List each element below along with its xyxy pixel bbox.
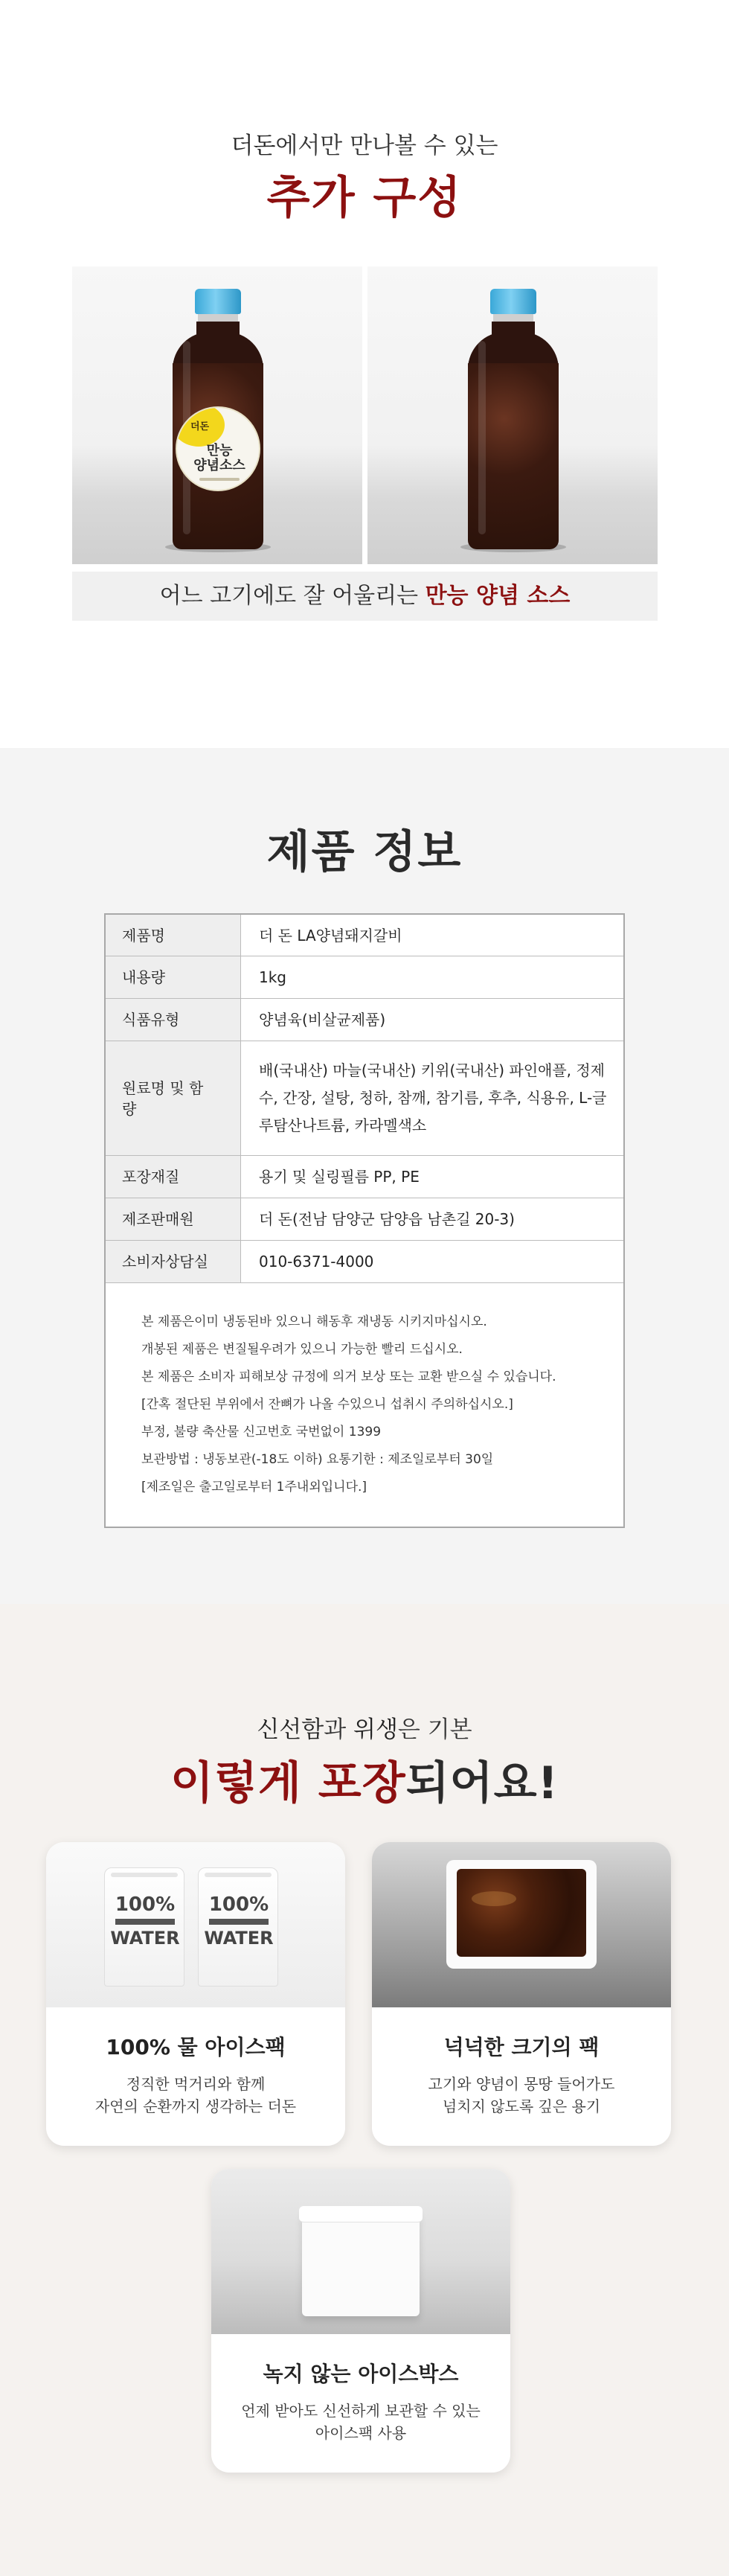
- row-value: 더 돈 LA양념돼지갈비: [259, 926, 402, 945]
- packaging-title: 이렇게 포장되어요!: [170, 1757, 559, 1809]
- table-row: [106, 956, 623, 999]
- table-row: [106, 1041, 623, 1156]
- water-ice-pack-image: [46, 1842, 345, 2007]
- card-title: 넉넉한 크기의 팩: [443, 2035, 600, 2059]
- caption-text: 어느 고기에도 잘 어울리는: [159, 583, 425, 609]
- ice-pack: 100% WATER: [198, 1867, 278, 1987]
- product-info-table: [104, 913, 625, 1528]
- table-row: [106, 999, 623, 1041]
- note-line: 본 제품은이미 냉동된바 있으니 해동후 재냉동 시키지마십시오.: [141, 1314, 487, 1329]
- table-row: [106, 1156, 623, 1198]
- card-title: 녹지 않는 아이스박스: [263, 2362, 459, 2386]
- row-value: 1kg: [259, 968, 287, 986]
- product-info-section: [0, 748, 729, 1604]
- row-value: 더 돈(전남 담양군 담양읍 남촌길 20-3): [259, 1210, 515, 1228]
- packaging-subtitle: 신선함과 위생은 기본: [257, 1716, 472, 1743]
- card-title: 100% 물 아이스팩: [106, 2035, 286, 2059]
- row-key: 포장재질: [106, 1156, 241, 1198]
- product-notes: [106, 1283, 623, 1527]
- sauce-bottle: [468, 289, 559, 549]
- sauce-bottle-photo-front: [72, 266, 362, 564]
- tray-card: [372, 1842, 671, 2146]
- sauce-caption: [72, 572, 658, 621]
- note-line: [간혹 절단된 부위에서 잔뼈가 나올 수있으니 섭취시 주의하십시오.]: [141, 1397, 513, 1412]
- note-line: 보관방법 : 냉동보관(-18도 이하) 요통기한 : 제조일로부터 30일: [141, 1452, 494, 1467]
- table-row: [106, 1241, 623, 1283]
- extra-subtitle-text: 에서만 만나볼 수 있는: [275, 132, 498, 159]
- product-info-title: 제품 정보: [266, 826, 463, 878]
- row-value: 배(국내산) 마늘(국내산) 키위(국내산) 파인애플, 정제수, 간장, 설탕, 청하, 참깨, 참기름, 후추, 식용유, L-글루탐산나트륨, 카라멜색소: [259, 1061, 607, 1134]
- sauce-bottle: [173, 289, 263, 549]
- row-key: 제품명: [106, 915, 241, 956]
- bottle-label-logo: 더돈: [190, 421, 210, 432]
- sauce-bottle-photo-back: [367, 266, 658, 564]
- note-line: [제조일은 출고일로부터 1주내외입니다.]: [141, 1480, 367, 1495]
- ice-pack-card: [46, 1842, 345, 2146]
- row-key: 식품유형: [106, 999, 241, 1041]
- brand-name: 더돈: [231, 132, 276, 159]
- bottle-cap: [195, 289, 241, 314]
- bottle-label-name: 만능 양념소스: [193, 443, 245, 473]
- ice-pack: 100% WATER: [104, 1867, 184, 1987]
- row-value: 양념육(비살균제품): [259, 1011, 386, 1029]
- extra-title: 추가 구성: [266, 172, 463, 224]
- card-description: 언제 받아도 신선하게 보관할 수 있는 아이스팩 사용: [241, 2402, 481, 2442]
- table-row: [106, 1198, 623, 1241]
- ice-box-image: [211, 2169, 510, 2334]
- row-key: 내용량: [106, 956, 241, 998]
- row-value: 용기 및 실링필름 PP, PE: [259, 1168, 420, 1186]
- row-key: 원료명 및 함량: [106, 1041, 241, 1155]
- extra-subtitle: [0, 127, 729, 160]
- row-key: 제조판매원: [106, 1198, 241, 1240]
- bottle-label: [176, 406, 260, 491]
- extra-composition-section: [0, 0, 729, 748]
- table-row: [106, 915, 623, 956]
- meat-tray-image: [372, 1842, 671, 2007]
- note-line: 개봉된 제품은 변질될우려가 있으니 가능한 빨리 드십시오.: [141, 1342, 463, 1357]
- caption-highlight: 만능 양념 소스: [425, 583, 571, 609]
- bottle-cap: [490, 289, 536, 314]
- row-value: 010-6371-4000: [259, 1253, 374, 1271]
- row-key: 소비자상담실: [106, 1241, 241, 1282]
- note-line: 부정, 불량 축산물 신고번호 국번없이 1399: [141, 1425, 382, 1439]
- card-description: 고기와 양념이 몽땅 들어가도 넘치지 않도록 깊은 용기: [428, 2075, 615, 2115]
- ice-box-card: [211, 2169, 510, 2473]
- card-description: 정직한 먹거리와 함께 자연의 순환까지 생각하는 더돈: [94, 2075, 297, 2115]
- note-line: 본 제품은 소비자 피해보상 규정에 의거 보상 또는 교환 받으실 수 있습니다.: [141, 1370, 556, 1384]
